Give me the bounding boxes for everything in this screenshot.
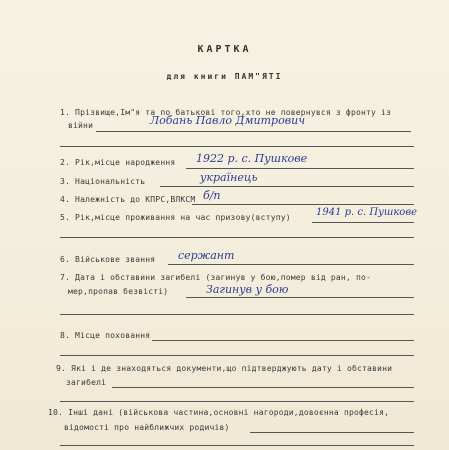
field-5-extra-line <box>60 237 414 238</box>
field-3-label: 3. Національність <box>60 177 146 186</box>
card-subtitle: для книги ПАМ"ЯТІ <box>166 72 283 81</box>
field-1-label-line1: 1. Прізвище,Ім"я та по батькові того,хто не повернувся з фронту із <box>60 108 392 117</box>
field-1-value: Лобань Павло Дмитрович <box>150 114 306 127</box>
field-9-underline <box>112 387 414 388</box>
field-5-underline <box>312 222 414 223</box>
field-7-label-line2: мер,пропав безвісті) <box>68 287 169 296</box>
field-9-extra-line <box>60 401 414 402</box>
field-1-extra-line <box>60 146 414 147</box>
field-1-underline <box>96 131 411 132</box>
field-10-underline <box>250 432 414 433</box>
field-3-underline <box>160 186 414 187</box>
field-4-value: б/п <box>203 189 221 202</box>
field-7-value: Загинув у бою <box>206 283 289 296</box>
field-9-label-line2: загибелі <box>66 378 107 387</box>
field-1-label-line2: війни <box>68 121 94 130</box>
field-6-underline <box>168 264 414 265</box>
card-title: КАРТКА <box>197 44 252 55</box>
field-6-value: сержант <box>178 249 235 262</box>
field-10-label-line2: відомості про найближчих родичів) <box>64 423 230 432</box>
field-5-label: 5. Рік,місце проживання на час призову(вступу) <box>60 213 291 222</box>
field-10-extra-line <box>60 445 414 446</box>
field-3-value: українець <box>200 171 258 184</box>
field-7-label-line1: 7. Дата і обставини загибелі (загинув у бою,помер від ран, по- <box>60 273 372 282</box>
field-2-value: 1922 р. с. Пушкове <box>196 152 308 165</box>
field-4-label: 4. Належність до КПРС,ВЛКСМ <box>60 195 196 204</box>
field-7-underline <box>186 297 414 298</box>
field-2-underline <box>186 168 414 169</box>
field-10-label-line1: 10. Інші дані (військова частина,основні нагороди,довоєнна професія, <box>48 408 390 417</box>
field-6-label: 6. Військове звання <box>60 255 156 264</box>
field-4-underline <box>192 204 414 205</box>
field-8-underline <box>152 340 414 341</box>
field-8-extra-line <box>60 355 414 356</box>
field-2-label: 2. Рік,місце народження <box>60 158 176 167</box>
field-7-extra-line <box>60 314 414 315</box>
field-5-value: 1941 р. с. Пушкове <box>316 207 418 218</box>
field-8-label: 8. Місце поховання <box>60 331 151 340</box>
field-9-label-line1: 9. Які і де знаходяться документи,що підтверджують дату і обставини <box>56 364 393 373</box>
